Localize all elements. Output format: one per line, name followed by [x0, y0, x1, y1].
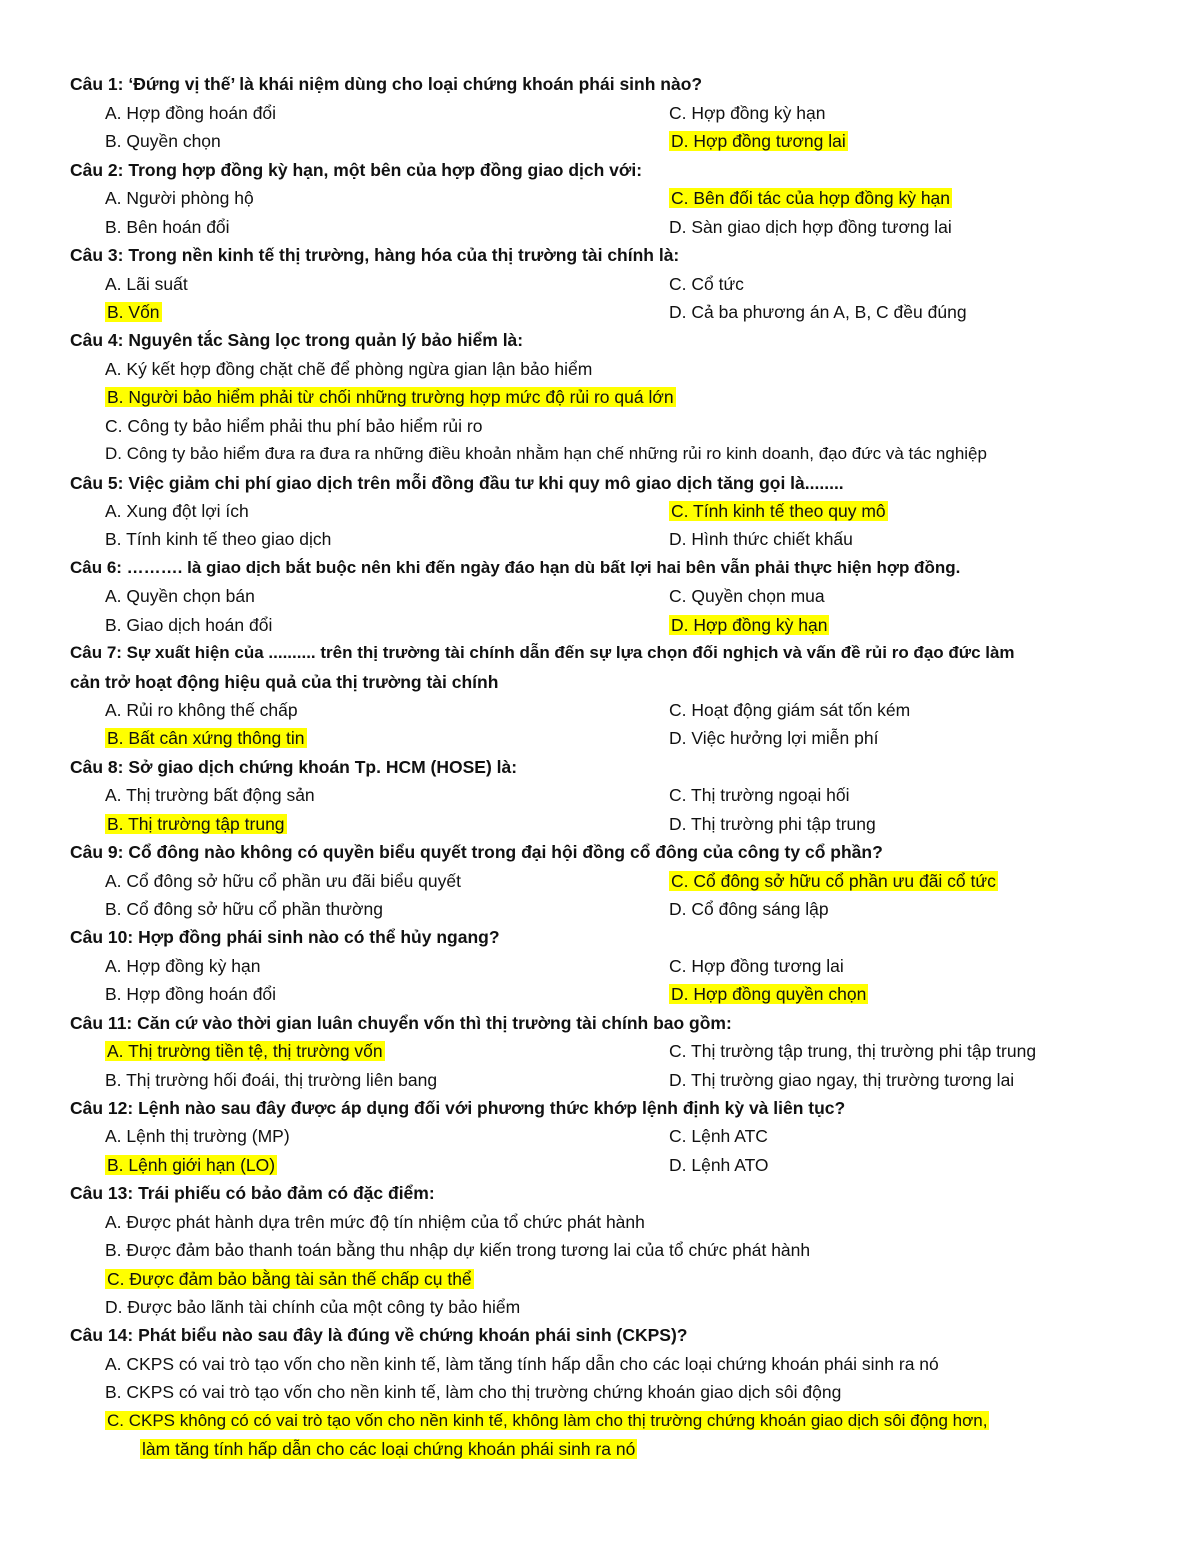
q11-option-b: B. Thị trường hối đoái, thị trường liên bang [105, 1070, 438, 1090]
q14-option-c-answer-continued [140, 1435, 637, 1463]
q12-option-b-answer [105, 1151, 277, 1179]
q9-option-b: B. Cổ đông sở hữu cổ phần thường [105, 899, 383, 919]
q3-option-d: D. Cả ba phương án A, B, C đều đúng [669, 302, 967, 322]
question-10: Câu 10: Hợp đồng phái sinh nào có thể hủy ngang? [70, 927, 500, 947]
q4-option-b-answer [105, 383, 676, 411]
q8-option-c: C. Thị trường ngoại hối [669, 785, 850, 805]
question-7-continued: cản trở hoạt động hiệu quả của thị trường tài chính [70, 672, 499, 692]
q13-option-b: B. Được đảm bảo thanh toán bằng thu nhập dự kiến trong tương lai của tổ chức phát hành [105, 1240, 811, 1260]
q3-option-c: C. Cổ tức [669, 274, 744, 294]
question-3: Câu 3: Trong nền kinh tế thị trường, hàng hóa của thị trường tài chính là: [70, 245, 680, 265]
q1-option-c: C. Hợp đồng kỳ hạn [669, 103, 826, 123]
q6-option-d-answer [669, 611, 829, 639]
q12-option-d: D. Lệnh ATO [669, 1155, 769, 1175]
answer-highlight: B. Bất cân xứng thông tin [107, 728, 305, 748]
question-7: Câu 7: Sự xuất hiện của .......... trên thị trường tài chính dẫn đến sự lựa chọn đối nghịch và vấn đề rủi ro đạo đức làm [70, 643, 1015, 662]
q5-option-a: A. Xung đột lợi ích [105, 501, 249, 521]
answer-highlight: A. Thị trường tiền tệ, thị trường vốn [107, 1041, 383, 1061]
question-4: Câu 4: Nguyên tắc Sàng lọc trong quản lý bảo hiểm là: [70, 330, 524, 350]
q10-option-c: C. Hợp đồng tương lai [669, 956, 844, 976]
question-2: Câu 2: Trong hợp đồng kỳ hạn, một bên của hợp đồng giao dịch với: [70, 160, 643, 180]
question-11: Câu 11: Căn cứ vào thời gian luân chuyển vốn thì thị trường tài chính bao gồm: [70, 1013, 732, 1033]
question-1: Câu 1: ‘Đứng vị thế’ là khái niệm dùng cho loại chứng khoán phái sinh nào? [70, 74, 703, 94]
q12-option-c: C. Lệnh ATC [669, 1126, 768, 1146]
q7-option-d: D. Việc hưởng lợi miễn phí [669, 728, 879, 748]
question-6: Câu 6: ………. là giao dịch bắt buộc nên khi đến ngày đáo hạn dù bất lợi hai bên vẫn phải thực hiện hợp đồng. [70, 558, 961, 577]
q2-option-b: B. Bên hoán đổi [105, 217, 230, 237]
q9-option-a: A. Cổ đông sở hữu cổ phần ưu đãi biểu quyết [105, 871, 461, 891]
q3-option-b-answer [105, 298, 162, 326]
question-13: Câu 13: Trái phiếu có bảo đảm có đặc điểm: [70, 1183, 435, 1203]
q2-option-a: A. Người phòng hộ [105, 188, 254, 208]
question-5: Câu 5: Việc giảm chi phí giao dịch trên mỗi đồng đầu tư khi quy mô giao dịch tăng gọi là........ [70, 473, 844, 493]
q11-option-a-answer [105, 1037, 385, 1065]
answer-highlight: C. Được đảm bảo bằng tài sản thế chấp cụ thể [107, 1269, 472, 1289]
q4-option-a: A. Ký kết hợp đồng chặt chẽ để phòng ngừa gian lận bảo hiểm [105, 359, 593, 379]
q9-option-d: D. Cổ đông sáng lập [669, 899, 829, 919]
q14-option-a: A. CKPS có vai trò tạo vốn cho nền kinh tế, làm tăng tính hấp dẫn cho các loại chứng khoán phái sinh ra nó [105, 1354, 939, 1374]
q9-option-c-answer [669, 867, 998, 895]
answer-highlight: B. Vốn [107, 302, 160, 322]
q2-option-d: D. Sàn giao dịch hợp đồng tương lai [669, 217, 952, 237]
q4-option-c: C. Công ty bảo hiểm phải thu phí bảo hiểm rủi ro [105, 416, 483, 436]
q6-option-b: B. Giao dịch hoán đổi [105, 615, 273, 635]
q8-option-b-answer [105, 810, 287, 838]
answer-highlight: B. Người bảo hiểm phải từ chối những trường hợp mức độ rủi ro quá lớn [107, 387, 674, 407]
question-14: Câu 14: Phát biểu nào sau đây là đúng về chứng khoán phái sinh (CKPS)? [70, 1325, 688, 1345]
q6-option-c: C. Quyền chọn mua [669, 586, 825, 606]
q8-option-a: A. Thị trường bất động sản [105, 785, 315, 805]
q8-option-d: D. Thị trường phi tập trung [669, 814, 876, 834]
q3-option-a: A. Lãi suất [105, 274, 188, 294]
q10-option-a: A. Hợp đồng kỳ hạn [105, 956, 261, 976]
q2-option-c-answer [669, 184, 952, 212]
q6-option-a: A. Quyền chọn bán [105, 586, 255, 606]
q10-option-b: B. Hợp đồng hoán đổi [105, 984, 277, 1004]
answer-highlight: B. Thị trường tập trung [107, 814, 285, 834]
answer-highlight: D. Hợp đồng tương lai [671, 131, 846, 151]
q5-option-b: B. Tính kinh tế theo giao dịch [105, 529, 332, 549]
answer-highlight: C. Bên đối tác của hợp đồng kỳ hạn [671, 188, 951, 208]
q7-option-b-answer [105, 724, 307, 752]
q14-option-b: B. CKPS có vai trò tạo vốn cho nền kinh tế, làm cho thị trường chứng khoán giao dịch sôi động [105, 1382, 842, 1402]
q4-option-d: D. Công ty bảo hiểm đưa ra đưa ra những điều khoản nhằm hạn chế những rủi ro kinh doanh, đạo đức và tác nghiệp [105, 444, 987, 463]
q5-option-d: D. Hình thức chiết khấu [669, 529, 853, 549]
answer-highlight: C. Cổ đông sở hữu cổ phần ưu đãi cổ tức [671, 871, 996, 891]
q14-option-c-answer [105, 1407, 989, 1435]
q13-option-d: D. Được bảo lãnh tài chính của một công ty bảo hiểm [105, 1297, 521, 1317]
answer-highlight: C. CKPS không có có vai trò tạo vốn cho nền kinh tế, không làm cho thị trường chứng khoán giao dịch sôi động hơn, [107, 1411, 988, 1430]
q11-option-d: D. Thị trường giao ngay, thị trường tương lai [669, 1070, 1015, 1090]
answer-highlight: C. Tính kinh tế theo quy mô [671, 501, 886, 521]
q12-option-a: A. Lệnh thị trường (MP) [105, 1126, 290, 1146]
q13-option-a: A. Được phát hành dựa trên mức độ tín nhiệm của tổ chức phát hành [105, 1212, 645, 1232]
q11-option-c: C. Thị trường tập trung, thị trường phi tập trung [669, 1041, 1037, 1061]
q10-option-d-answer [669, 980, 868, 1008]
question-12: Câu 12: Lệnh nào sau đây được áp dụng đối với phương thức khớp lệnh định kỳ và liên tục? [70, 1098, 846, 1118]
q13-option-c-answer [105, 1265, 474, 1293]
q1-option-b: B. Quyền chọn [105, 131, 221, 151]
q1-option-a: A. Hợp đồng hoán đổi [105, 103, 277, 123]
answer-highlight: làm tăng tính hấp dẫn cho các loại chứng khoán phái sinh ra nó [142, 1439, 636, 1459]
answer-highlight: D. Hợp đồng quyền chọn [671, 984, 867, 1004]
q5-option-c-answer [669, 497, 888, 525]
answer-highlight: D. Hợp đồng kỳ hạn [671, 615, 828, 635]
answer-highlight: B. Lệnh giới hạn (LO) [107, 1155, 276, 1175]
question-8: Câu 8: Sở giao dịch chứng khoán Tp. HCM (HOSE) là: [70, 757, 518, 777]
q7-option-a: A. Rủi ro không thế chấp [105, 700, 298, 720]
q7-option-c: C. Hoạt động giám sát tốn kém [669, 700, 911, 720]
q1-option-d-answer [669, 127, 848, 155]
question-9: Câu 9: Cổ đông nào không có quyền biểu quyết trong đại hội đồng cổ đông của công ty cổ phần? [70, 842, 883, 862]
